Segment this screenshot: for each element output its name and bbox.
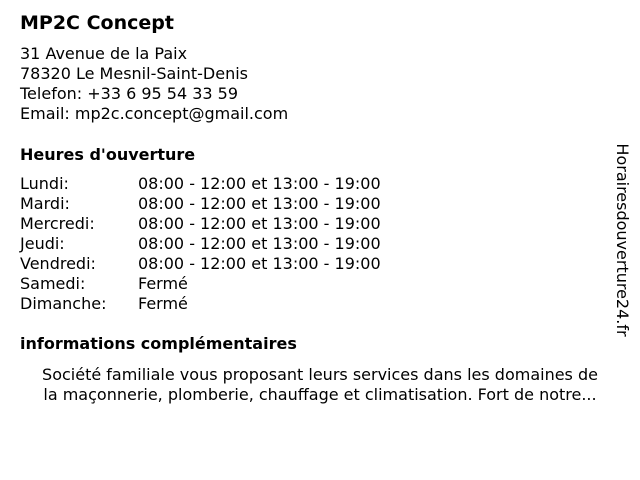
city-address: 78320 Le Mesnil-Saint-Denis [20, 64, 249, 83]
email-address: Email: mp2c.concept@gmail.com [20, 104, 289, 123]
day-label: Dimanche: [20, 294, 107, 313]
phone-number: Telefon: +33 6 95 54 33 59 [20, 84, 239, 103]
day-hours: 08:00 - 12:00 et 13:00 - 19:00 [138, 194, 381, 213]
day-hours: Fermé [138, 274, 188, 293]
day-hours: 08:00 - 12:00 et 13:00 - 19:00 [138, 174, 381, 193]
info-line: Société familiale vous proposant leurs services dans les domaines de [42, 365, 598, 384]
info-heading: informations complémentaires [20, 334, 297, 353]
day-hours: 08:00 - 12:00 et 13:00 - 19:00 [138, 234, 381, 253]
info-description [20, 365, 620, 405]
day-hours: 08:00 - 12:00 et 13:00 - 19:00 [138, 254, 381, 273]
info-line: la maçonnerie, plomberie, chauffage et climatisation. Fort de notre... [43, 385, 597, 404]
hours-heading: Heures d'ouverture [20, 145, 196, 164]
contact-block [20, 44, 288, 124]
day-label: Lundi: [20, 174, 69, 193]
day-label: Jeudi: [20, 234, 65, 253]
day-hours: Fermé [138, 294, 188, 313]
day-label: Samedi: [20, 274, 86, 293]
day-label: Mercredi: [20, 214, 95, 233]
watermark-text: Horairesdouverture24.fr [613, 143, 632, 337]
day-hours: 08:00 - 12:00 et 13:00 - 19:00 [138, 214, 381, 233]
site-watermark [612, 135, 632, 345]
business-name: MP2C Concept [20, 12, 174, 34]
day-label: Mardi: [20, 194, 70, 213]
street-address: 31 Avenue de la Paix [20, 44, 188, 63]
day-label: Vendredi: [20, 254, 96, 273]
